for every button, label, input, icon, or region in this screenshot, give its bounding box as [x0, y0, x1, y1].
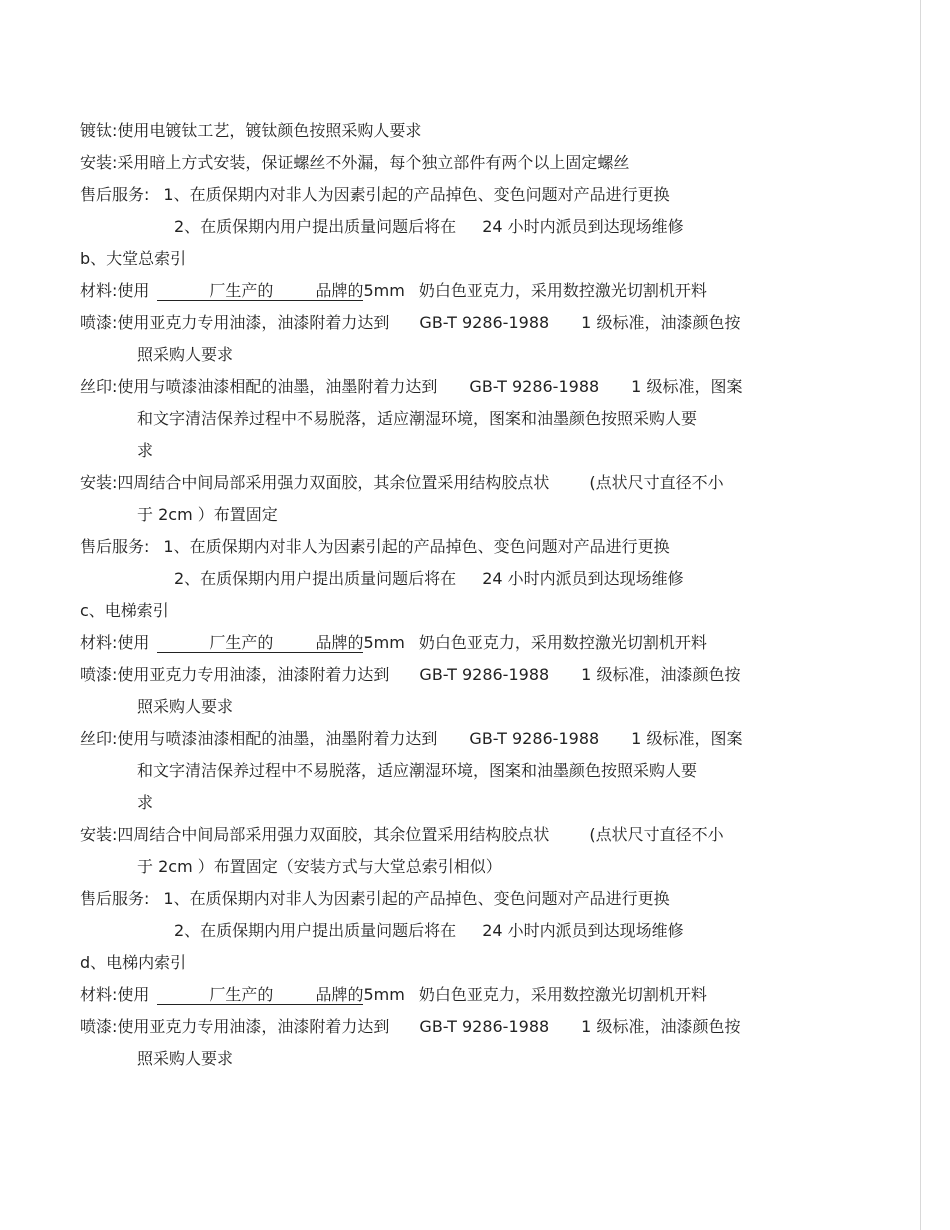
- section-b-paint-label: 喷漆:: [80, 313, 118, 332]
- section-c-install-label: 安装:: [80, 825, 118, 844]
- section-b-paint-line-1: [80, 313, 740, 333]
- section-d-material-post: 奶白色亚克力，采用数控激光切割机开料: [418, 985, 707, 1004]
- section-b-paint-line-2: 照采购人要求: [137, 345, 234, 364]
- section-b-install-paren: (点状尺寸直径不小: [589, 473, 724, 492]
- aftersale-a-label: 售后服务:: [80, 185, 150, 204]
- plating-label: 镀钛:: [80, 121, 118, 140]
- aftersale-a-line-2: [174, 217, 684, 237]
- section-c-material-label: 材料:: [80, 633, 118, 652]
- section-c-paint-grade: 1 级标准，油漆颜色按: [581, 665, 741, 684]
- section-c-material-post: 奶白色亚克力，采用数控激光切割机开料: [418, 633, 707, 652]
- section-c-silk-label: 丝印:: [80, 729, 118, 748]
- section-c-aftersale-item-2-num: 24: [482, 921, 503, 940]
- section-b-material-factory: 厂生产的: [209, 281, 274, 300]
- section-c-install-line-2: 于 2cm ）布置固定（安装方式与大堂总索引相似）: [137, 857, 502, 876]
- section-b-silk-line-2: 和文字清洁保养过程中不易脱落，适应潮湿环境，图案和油墨颜色按照采购人要: [137, 409, 698, 428]
- section-c-aftersale-line-2: [174, 921, 684, 941]
- plating-text: 使用电镀钛工艺，镀钛颜色按照采购人要求: [117, 121, 422, 140]
- section-d-material-blank: [157, 986, 363, 1005]
- section-d-paint-line-2: 照采购人要求: [137, 1049, 234, 1068]
- section-b-aftersale-label: 售后服务:: [80, 537, 150, 556]
- aftersale-a-item-2-num: 24: [482, 217, 503, 236]
- section-c-aftersale-item-1: 1、在质保期内对非人为因素引起的产品掉色、变色问题对产品进行更换: [163, 889, 670, 908]
- section-b-install-label: 安装:: [80, 473, 118, 492]
- section-b-silk-pre: 使用与喷漆油漆相配的油墨，油墨附着力达到: [117, 377, 438, 396]
- section-c-material-line: [80, 633, 707, 653]
- section-c-install-paren: (点状尺寸直径不小: [589, 825, 724, 844]
- section-c-material-pre: 使用: [117, 633, 150, 652]
- section-c-silk-pre: 使用与喷漆油漆相配的油墨，油墨附着力达到: [117, 729, 438, 748]
- section-b-aftersale-item-2-post: 小时内派员到达现场维修: [507, 569, 684, 588]
- section-c-paint-label: 喷漆:: [80, 665, 118, 684]
- section-b-material-line: [80, 281, 707, 301]
- section-b-aftersale-line-1: [80, 537, 670, 557]
- section-b-aftersale-item-1: 1、在质保期内对非人为因素引起的产品掉色、变色问题对产品进行更换: [163, 537, 670, 556]
- section-c-material-brand: 品牌的: [315, 633, 364, 652]
- aftersale-a-item-2-post: 小时内派员到达现场维修: [507, 217, 684, 236]
- section-c-aftersale-line-1: [80, 889, 670, 909]
- plating-line: [80, 121, 421, 141]
- section-b-material-blank: [157, 282, 363, 301]
- section-b-silk-line-1: [80, 377, 742, 397]
- section-d-material-thickness: 5mm: [363, 985, 405, 1004]
- section-c-paint-line-1: [80, 665, 740, 685]
- aftersale-a-line-1: [80, 185, 670, 205]
- section-b-paint-grade: 1 级标准，油漆颜色按: [581, 313, 741, 332]
- section-b-install-line-1: [80, 473, 724, 493]
- section-d-paint-standard: GB-T 9286-1988: [419, 1017, 550, 1036]
- section-b-aftersale-item-2-pre: 2、在质保期内用户提出质量问题后将在: [174, 569, 457, 588]
- section-c-paint-line-2: 照采购人要求: [137, 697, 234, 716]
- install-a-text: 采用暗上方式安装，保证螺丝不外漏，每个独立部件有两个以上固定螺丝: [117, 153, 630, 172]
- section-c-material-factory: 厂生产的: [209, 633, 274, 652]
- install-a-line: [80, 153, 629, 173]
- install-a-label: 安装:: [80, 153, 118, 172]
- section-b-material-pre: 使用: [117, 281, 150, 300]
- page-edge-divider: [920, 0, 921, 1230]
- section-c-install-pre: 四周结合中间局部采用强力双面胶，其余位置采用结构胶点状: [117, 825, 550, 844]
- section-c-heading: c、电梯索引: [80, 601, 169, 620]
- section-c-silk-line-3: 求: [137, 793, 154, 812]
- section-c-material-blank: [157, 634, 363, 653]
- aftersale-a-item-1: 1、在质保期内对非人为因素引起的产品掉色、变色问题对产品进行更换: [163, 185, 670, 204]
- section-b-material-post: 奶白色亚克力，采用数控激光切割机开料: [418, 281, 707, 300]
- section-d-paint-line-1: [80, 1017, 740, 1037]
- section-b-silk-grade: 1 级标准，图案: [631, 377, 743, 396]
- section-c-aftersale-item-2-post: 小时内派员到达现场维修: [507, 921, 684, 940]
- section-d-heading: d、电梯内索引: [80, 953, 187, 972]
- section-b-aftersale-item-2-num: 24: [482, 569, 503, 588]
- section-b-silk-line-3: 求: [137, 441, 154, 460]
- section-c-silk-grade: 1 级标准，图案: [631, 729, 743, 748]
- section-c-aftersale-label: 售后服务:: [80, 889, 150, 908]
- section-d-material-brand: 品牌的: [315, 985, 364, 1004]
- section-b-heading: b、大堂总索引: [80, 249, 187, 268]
- section-d-material-pre: 使用: [117, 985, 150, 1004]
- aftersale-a-item-2-pre: 2、在质保期内用户提出质量问题后将在: [174, 217, 457, 236]
- section-b-material-thickness: 5mm: [363, 281, 405, 300]
- section-b-material-label: 材料:: [80, 281, 118, 300]
- section-b-install-pre: 四周结合中间局部采用强力双面胶，其余位置采用结构胶点状: [117, 473, 550, 492]
- section-d-paint-label: 喷漆:: [80, 1017, 118, 1036]
- section-d-paint-grade: 1 级标准，油漆颜色按: [581, 1017, 741, 1036]
- section-d-paint-pre: 使用亚克力专用油漆，油漆附着力达到: [117, 1017, 390, 1036]
- section-c-silk-standard: GB-T 9286-1988: [469, 729, 600, 748]
- section-c-silk-line-2: 和文字清洁保养过程中不易脱落，适应潮湿环境，图案和油墨颜色按照采购人要: [137, 761, 698, 780]
- section-b-silk-standard: GB-T 9286-1988: [469, 377, 600, 396]
- section-b-material-brand: 品牌的: [315, 281, 364, 300]
- section-b-install-line-2: 于 2cm ）布置固定: [137, 505, 278, 524]
- section-b-aftersale-line-2: [174, 569, 684, 589]
- section-d-material-factory: 厂生产的: [209, 985, 274, 1004]
- section-d-material-line: [80, 985, 707, 1005]
- section-b-silk-label: 丝印:: [80, 377, 118, 396]
- section-c-paint-standard: GB-T 9286-1988: [419, 665, 550, 684]
- section-c-material-thickness: 5mm: [363, 633, 405, 652]
- section-c-silk-line-1: [80, 729, 742, 749]
- section-c-install-line-1: [80, 825, 724, 845]
- section-c-aftersale-item-2-pre: 2、在质保期内用户提出质量问题后将在: [174, 921, 457, 940]
- section-c-paint-pre: 使用亚克力专用油漆，油漆附着力达到: [117, 665, 390, 684]
- section-b-paint-standard: GB-T 9286-1988: [419, 313, 550, 332]
- section-d-material-label: 材料:: [80, 985, 118, 1004]
- section-b-paint-pre: 使用亚克力专用油漆，油漆附着力达到: [117, 313, 390, 332]
